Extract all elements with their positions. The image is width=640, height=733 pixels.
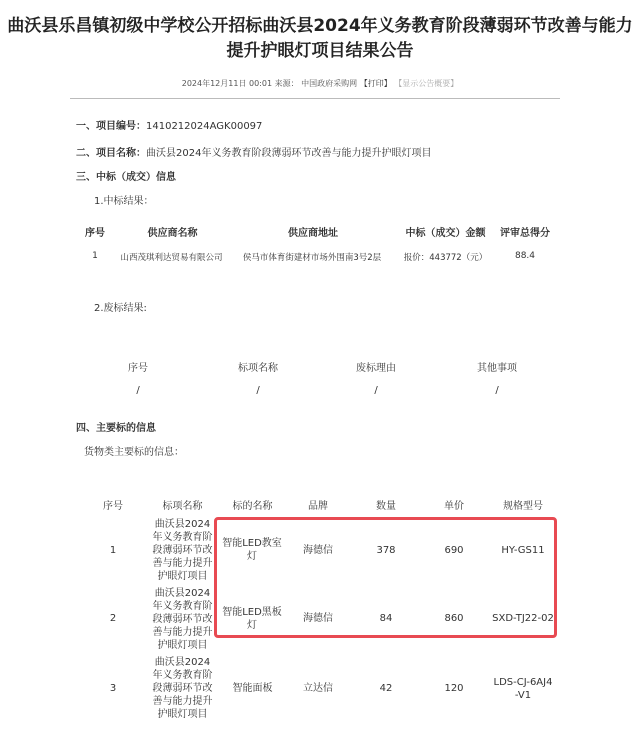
goods-header-model: 规格型号 xyxy=(503,501,543,512)
goods-row3-model: LDS-CJ-6AJ4 -V1 xyxy=(493,677,553,701)
page-title xyxy=(0,14,640,64)
goods-header-no: 序号 xyxy=(103,501,123,512)
goods-row3-item xyxy=(145,656,220,721)
project-name-value: 曲沃县2024年义务教育阶段薄弱环节改善与能力提升护眼灯项目 xyxy=(146,148,432,159)
project-number-label: 一、项目编号： xyxy=(76,121,146,132)
meta-bar xyxy=(0,78,640,89)
goods-row2-item xyxy=(145,587,220,652)
goods-header-brand: 品牌 xyxy=(308,501,328,512)
goods-header-item: 标项名称 xyxy=(162,501,203,512)
goods-row1-brand: 海德信 xyxy=(303,545,333,556)
source-link[interactable]: 中国政府采购网 xyxy=(301,79,358,88)
goods-row2-price: 860 xyxy=(444,613,464,624)
goods-row1-model: HY-GS11 xyxy=(501,545,545,556)
highlight-box xyxy=(214,517,557,638)
project-number-value: 1410212024AGK00097 xyxy=(146,121,263,132)
project-number xyxy=(76,117,262,132)
win-header-address: 供应商地址 xyxy=(288,228,338,239)
goods-row2-item-l1: 曲沃县2024 xyxy=(154,588,211,599)
win-row-score: 88.4 xyxy=(514,251,536,261)
goods-row2-item-l2: 年义务教育阶 xyxy=(152,601,213,612)
goods-row1-item-l1: 曲沃县2024 xyxy=(154,519,211,530)
goods-row2-no: 2 xyxy=(109,613,117,624)
goods-row2-name-l2: 灯 xyxy=(247,620,257,631)
fail-row-item: / xyxy=(256,385,260,396)
print-button[interactable]: 【打印】 xyxy=(359,79,392,88)
source-label: 来源： xyxy=(274,79,299,88)
fail-row-reason: / xyxy=(374,385,378,396)
goods-row3-no: 3 xyxy=(109,683,117,694)
win-result-label: 1.中标结果： xyxy=(94,196,154,207)
publish-date: 2024年12月11日 00:01 xyxy=(181,79,273,88)
goods-subtitle: 货物类主要标的信息： xyxy=(84,447,184,458)
goods-row1-price: 690 xyxy=(444,545,464,556)
goods-row1-qty: 378 xyxy=(376,545,396,556)
fail-row-other: / xyxy=(495,385,499,396)
win-header-no: 序号 xyxy=(85,228,105,239)
section-winning-info: 三、中标（成交）信息 xyxy=(76,172,176,183)
section-main-items: 四、主要标的信息 xyxy=(76,423,156,434)
goods-row1-item xyxy=(145,518,220,583)
win-header-score: 评审总得分 xyxy=(500,228,550,239)
fail-header-other: 其他事项 xyxy=(477,363,517,374)
goods-row3-name: 智能面板 xyxy=(232,683,273,694)
goods-row3-item-l3: 段薄弱环节改 xyxy=(152,683,213,694)
win-header-amount: 中标（成交）金额 xyxy=(405,228,486,239)
fail-header-item: 标项名称 xyxy=(238,363,278,374)
goods-row2-qty: 84 xyxy=(379,613,393,624)
win-row-address: 侯马市体育街建材市场外围南3号2层 xyxy=(242,253,382,263)
goods-row3-price: 120 xyxy=(444,683,464,694)
project-name xyxy=(76,144,431,159)
goods-row3-item-l4: 善与能力提升 xyxy=(152,696,213,707)
goods-row3-brand: 立达信 xyxy=(303,683,333,694)
goods-row1-name-l1: 智能LED教室 xyxy=(222,538,282,549)
goods-row3-item-l2: 年义务教育阶 xyxy=(152,670,213,681)
goods-row1-no: 1 xyxy=(109,545,117,556)
fail-header-reason: 废标理由 xyxy=(356,363,396,374)
goods-row2-item-l4: 善与能力提升 xyxy=(152,627,213,638)
fail-result-label: 2.废标结果: xyxy=(94,303,147,314)
goods-row2-item-l3: 段薄弱环节改 xyxy=(152,614,213,625)
win-row-supplier: 山西茂琪利达贸易有限公司 xyxy=(120,253,223,263)
goods-header-qty: 数量 xyxy=(376,501,396,512)
project-name-label: 二、项目名称： xyxy=(76,148,146,159)
fail-header-no: 序号 xyxy=(128,363,148,374)
goods-row1-item-l2: 年义务教育阶 xyxy=(152,532,213,543)
title-divider xyxy=(70,98,560,99)
goods-row3-item-l5: 护眼灯项目 xyxy=(157,709,208,720)
goods-row2-name-l1: 智能LED黑板 xyxy=(222,607,282,618)
win-header-supplier: 供应商名称 xyxy=(147,228,198,239)
goods-row1-item-l4: 善与能力提升 xyxy=(152,558,213,569)
goods-header-name: 标的名称 xyxy=(232,501,273,512)
fail-row-no: / xyxy=(136,385,140,396)
goods-row3-item-l1: 曲沃县2024 xyxy=(154,657,211,668)
goods-header-price: 单价 xyxy=(444,501,464,512)
win-row-amount: 报价：443772（元） xyxy=(403,253,488,263)
goods-row2-item-l5: 护眼灯项目 xyxy=(157,640,208,651)
goods-row1-item-l5: 护眼灯项目 xyxy=(157,571,208,582)
goods-row2-brand: 海德信 xyxy=(303,613,333,624)
show-summary-button[interactable]: 【显示公告概要】 xyxy=(394,79,459,88)
goods-row2-model: SXD-TJ22-02 xyxy=(492,613,554,624)
goods-row1-name-l2: 灯 xyxy=(247,551,257,562)
win-row-no: 1 xyxy=(92,251,98,261)
goods-row3-qty: 42 xyxy=(379,683,393,694)
page-title-line1: 曲沃县乐昌镇初级中学校公开招标曲沃县2024年义务教育阶段薄弱环节改善与能力 xyxy=(7,16,633,36)
goods-row1-item-l3: 段薄弱环节改 xyxy=(152,545,213,556)
page-title-line2: 提升护眼灯项目结果公告 xyxy=(226,41,414,61)
